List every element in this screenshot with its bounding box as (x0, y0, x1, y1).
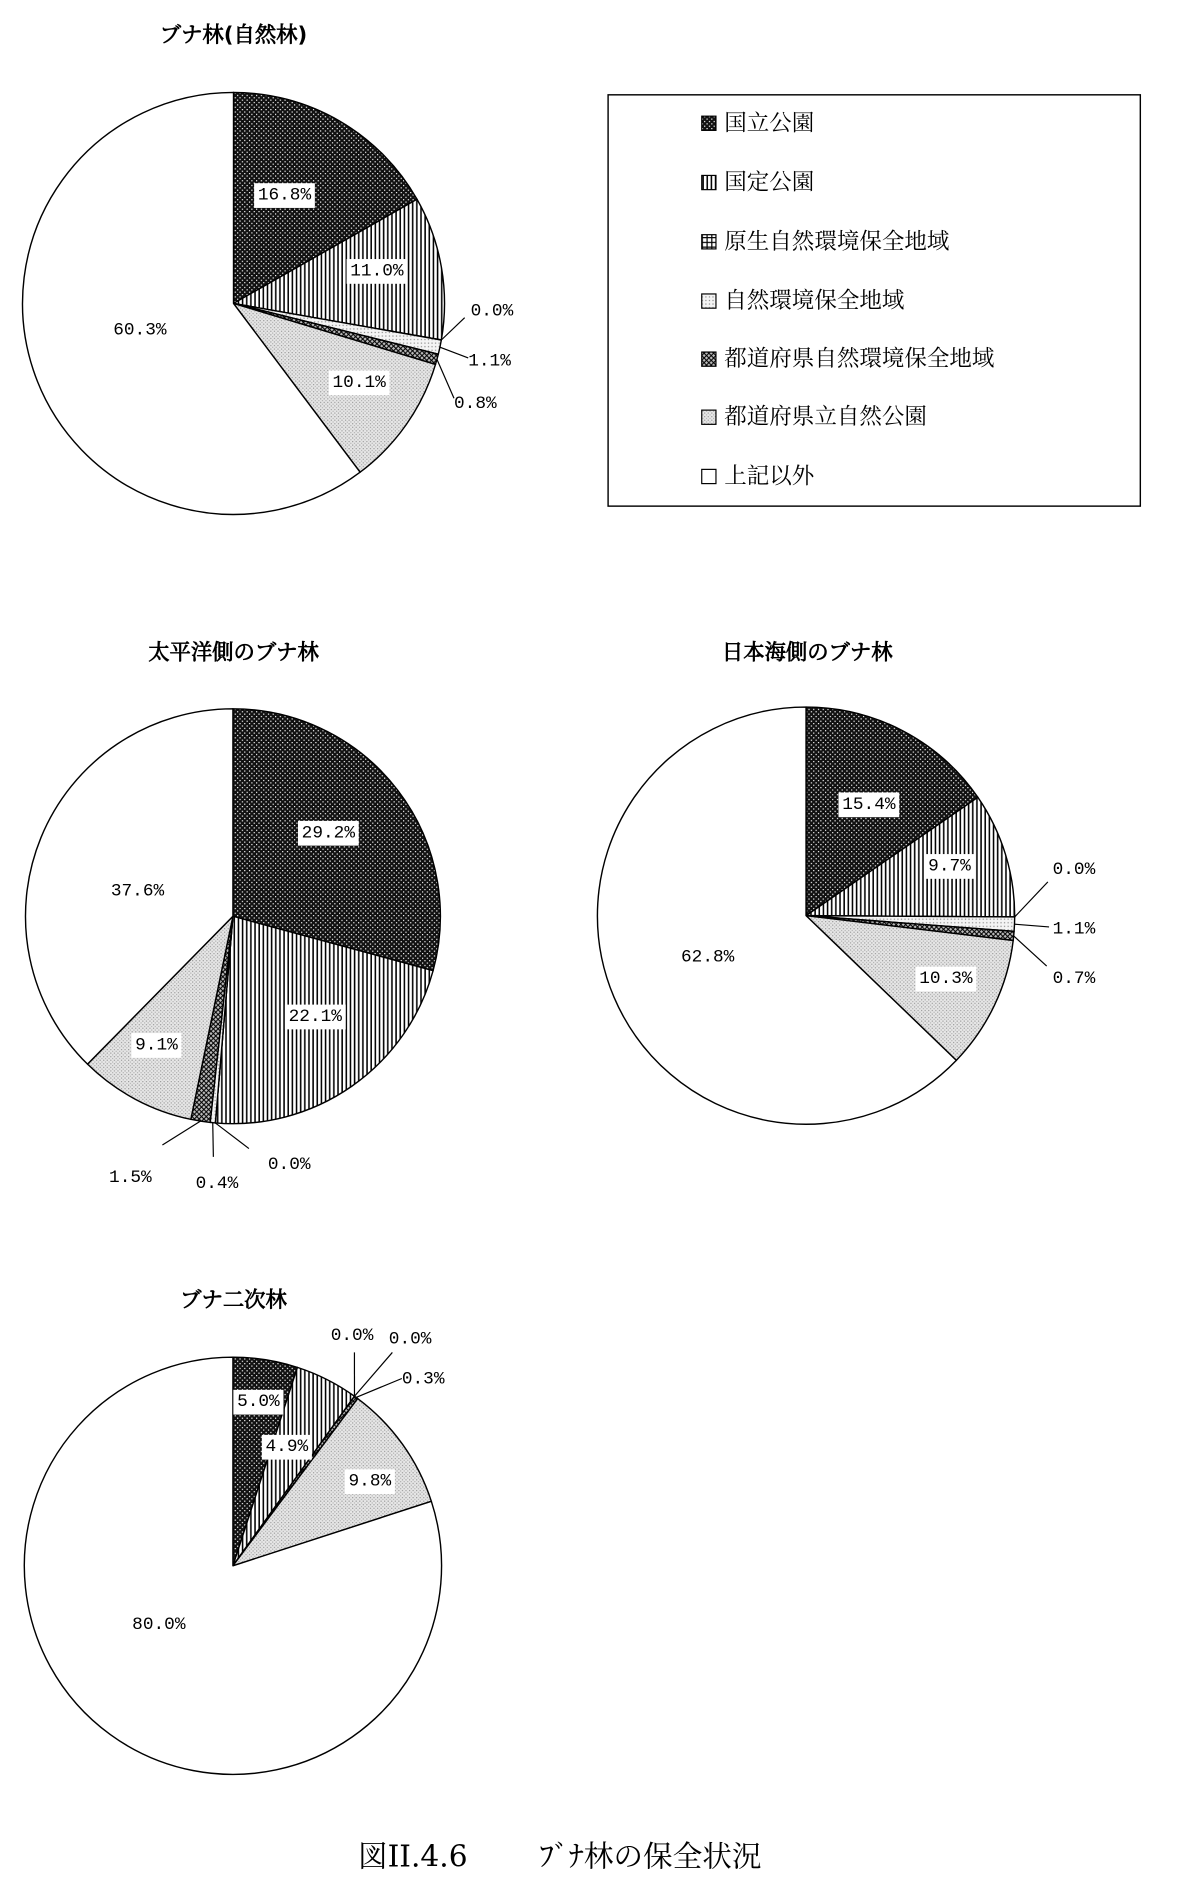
slice-label-prefectural-natural-park: 9.1% (135, 1035, 178, 1056)
slice-label-nature-conservation-area: 0.0% (388, 1329, 432, 1350)
slice-label-nature-conservation-area: 1.1% (468, 351, 511, 372)
legend-label: 都道府県立自然公園 (724, 404, 927, 431)
pie-slices (25, 709, 440, 1124)
slice-label-wilderness-area: 0.0% (330, 1325, 374, 1346)
slice-label-nature-conservation-area: 1.1% (1052, 919, 1096, 940)
slice-label-prefectural-nature-conservation-area: 0.3% (401, 1369, 445, 1390)
slice-label-nature-conservation-area: 0.4% (195, 1174, 239, 1195)
slice-label-wilderness-area: 0.0% (1052, 860, 1096, 881)
slice-label-quasi-national-park: 22.1% (288, 1006, 342, 1027)
slice-label-quasi-national-park: 11.0% (350, 261, 404, 282)
slice-label-prefectural-nature-conservation-area: 0.7% (1052, 969, 1096, 990)
figure-caption (358, 1839, 762, 1874)
legend-item-prefectural-natural-park (702, 404, 927, 430)
legend-label: 上記以外 (724, 463, 815, 490)
slice-label-quasi-national-park: 4.9% (265, 1437, 309, 1458)
legend-label: 都道府県自然環境保全地域 (724, 346, 995, 373)
leader-line (213, 1123, 214, 1157)
leader-line (441, 318, 464, 340)
legend-swatch (702, 116, 716, 130)
pie-chart-pacific-side (25, 640, 440, 1195)
slice-label-other: 60.3% (113, 320, 167, 341)
leader-line (356, 1379, 402, 1398)
pie-chart-secondary-forest (24, 1287, 445, 1775)
legend-swatch (702, 352, 716, 366)
slice-label-prefectural-natural-park: 10.1% (332, 372, 386, 393)
leader-line (1015, 882, 1048, 917)
leader-line (162, 1121, 200, 1145)
legend-label: 国立公園 (724, 110, 815, 137)
figure-number: 図II.4.6 (357, 1838, 468, 1874)
legend-swatch (702, 235, 716, 249)
leader-line (437, 359, 454, 398)
pie-chart-beech-natural-forest (23, 22, 514, 514)
legend-item-nature-conservation-area (702, 288, 905, 314)
leader-line (440, 347, 468, 358)
legend-swatch (702, 410, 716, 424)
legend-item-wilderness-area (702, 229, 950, 255)
slice-label-prefectural-nature-conservation-area: 1.5% (109, 1168, 152, 1189)
legend-swatch (702, 175, 716, 189)
slice-label-quasi-national-park: 9.7% (928, 856, 971, 877)
pie-chart-sea-of-japan-side (597, 640, 1095, 1125)
slice-label-other: 37.6% (110, 881, 165, 902)
legend-item-prefectural-nature-conservation-area (702, 346, 995, 372)
leader-line (1014, 936, 1047, 966)
pie-slices (597, 707, 1014, 1124)
slice-label-other: 80.0% (132, 1615, 186, 1636)
legend-label: 国定公園 (724, 169, 815, 196)
figure-title: ﾌﾞﾅ林の保全状況 (539, 1838, 762, 1874)
pie-slices (23, 92, 445, 514)
slice-label-national-park: 5.0% (237, 1392, 280, 1413)
slice-label-national-park: 15.4% (842, 794, 896, 815)
slice-label-other: 62.8% (681, 947, 735, 968)
chart-title: ブナ林(自然林) (159, 23, 308, 49)
chart-title: 日本海側のブナ林 (721, 640, 893, 666)
legend-label: 原生自然環境保全地域 (724, 228, 950, 255)
slice-label-wilderness-area: 0.0% (470, 301, 514, 322)
chart-title: 太平洋側のブナ林 (148, 640, 319, 666)
slice-label-national-park: 16.8% (257, 185, 312, 206)
slice-label-national-park: 29.2% (301, 823, 356, 844)
slice-label-prefectural-natural-park: 9.8% (348, 1471, 392, 1492)
legend-swatch (702, 469, 716, 483)
chart-title: ブナ二次林 (180, 1287, 287, 1313)
leader-line (215, 1123, 249, 1149)
legend-label: 自然環境保全地域 (724, 288, 905, 315)
slice-label-wilderness-area: 0.0% (267, 1155, 311, 1176)
slice-label-prefectural-nature-conservation-area: 0.8% (454, 394, 497, 415)
slice-label-prefectural-natural-park: 10.3% (919, 969, 973, 990)
legend-swatch (702, 294, 716, 308)
legend (608, 95, 1140, 506)
pie-slices (24, 1357, 441, 1774)
leader-line (1014, 924, 1049, 927)
